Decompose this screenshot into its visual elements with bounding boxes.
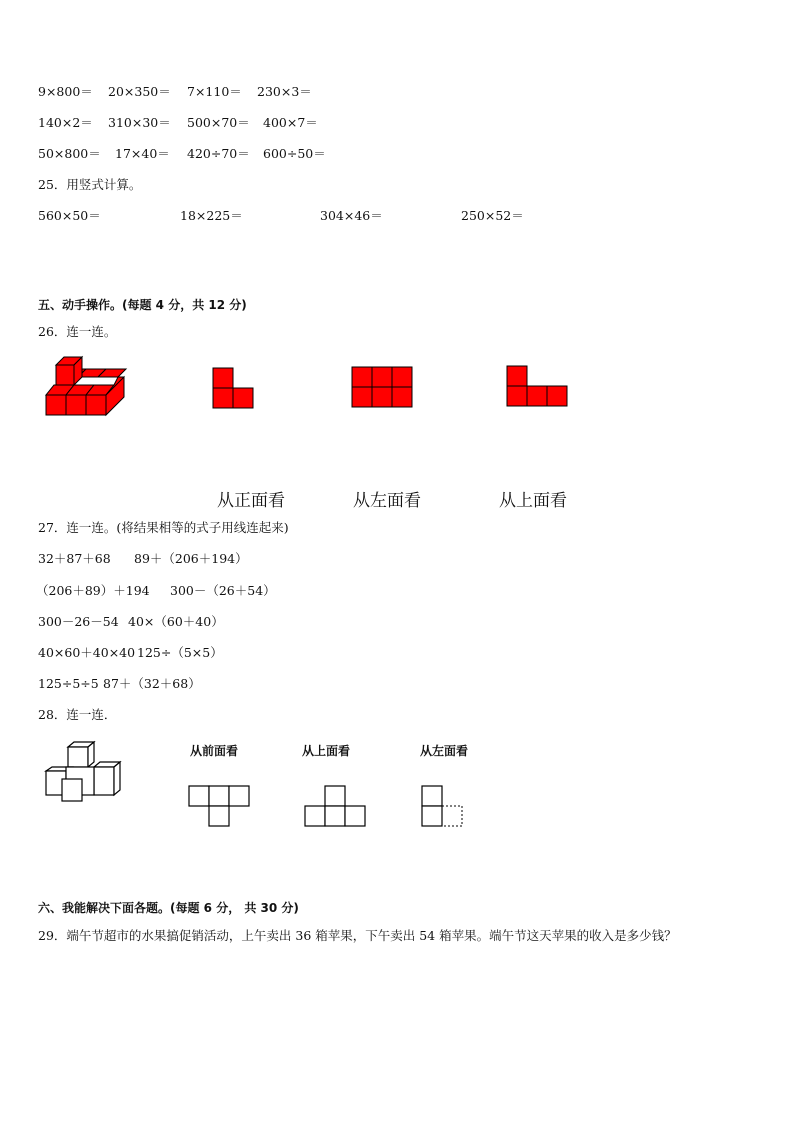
outline-view-t-shape bbox=[188, 785, 250, 827]
outline-view-inverted-t bbox=[304, 785, 366, 827]
vertical-calc-item: 18×225＝ bbox=[180, 208, 243, 223]
vertical-calc-item: 560×50＝ bbox=[38, 208, 101, 223]
oral-calc-item: 230×3＝ bbox=[257, 84, 312, 99]
expression-right: 89＋（206＋194） bbox=[134, 551, 248, 566]
view-label-front: 从前面看 bbox=[190, 744, 239, 758]
oral-calc-item: 420÷70＝ bbox=[187, 146, 250, 161]
oral-calc-item: 140×2＝ bbox=[38, 115, 93, 130]
expression-left: 40×60＋40×40 bbox=[38, 645, 136, 660]
red-cube-solid bbox=[44, 355, 126, 417]
expression-left: （206＋89）＋194 bbox=[36, 583, 150, 598]
view-label-front: 从正面看 bbox=[217, 491, 285, 511]
expression-left: 32＋87＋68 bbox=[38, 551, 111, 566]
cube-solid-outline bbox=[44, 741, 134, 801]
oral-calc-item: 600÷50＝ bbox=[263, 146, 326, 161]
oral-calc-item: 20×350＝ bbox=[108, 84, 171, 99]
section-heading: 六、我能解决下面各题。(每题 6 分， 共 30 分) bbox=[38, 901, 299, 915]
expression-right: 300－（26＋54） bbox=[170, 583, 276, 598]
oral-calc-item: 310×30＝ bbox=[108, 115, 171, 130]
red-view-long-l bbox=[506, 365, 568, 407]
oral-calc-item: 17×40＝ bbox=[115, 146, 170, 161]
q29-text: 29．端午节超市的水果搞促销活动，上午卖出 36 箱苹果，下午卖出 54 箱苹果。端午节这天苹果的收入是多少钱？ bbox=[38, 928, 677, 943]
expression-right: 40×（60＋40） bbox=[128, 614, 224, 629]
oral-calc-item: 7×110＝ bbox=[187, 84, 242, 99]
expression-right: 87＋（32＋68） bbox=[103, 676, 201, 691]
q26-title: 26．连一连。 bbox=[38, 324, 117, 339]
vertical-calc-item: 304×46＝ bbox=[320, 208, 383, 223]
expression-right: 125÷（5×5） bbox=[137, 645, 223, 660]
oral-calc-item: 50×800＝ bbox=[38, 146, 101, 161]
view-label-left: 从左面看 bbox=[420, 744, 469, 758]
expression-left: 125÷5÷5 bbox=[38, 676, 99, 691]
q25-title: 25．用竖式计算。 bbox=[38, 177, 142, 192]
red-view-grid bbox=[351, 366, 413, 408]
q27-title: 27．连一连。(将结果相等的式子用线连起来) bbox=[38, 520, 289, 535]
view-label-top: 从上面看 bbox=[499, 491, 567, 511]
section-heading: 五、动手操作。(每题 4 分，共 12 分) bbox=[38, 298, 247, 312]
view-label-top: 从上面看 bbox=[302, 744, 351, 758]
oral-calc-item: 9×800＝ bbox=[38, 84, 93, 99]
q28-title: 28．连一连． bbox=[38, 707, 117, 722]
vertical-calc-item: 250×52＝ bbox=[461, 208, 524, 223]
oral-calc-item: 500×70＝ bbox=[187, 115, 250, 130]
outline-view-l-shape bbox=[421, 785, 465, 827]
red-view-l-shape bbox=[212, 367, 256, 409]
view-label-left: 从左面看 bbox=[353, 491, 421, 511]
oral-calc-item: 400×7＝ bbox=[263, 115, 318, 130]
expression-left: 300－26－54 bbox=[38, 614, 119, 629]
